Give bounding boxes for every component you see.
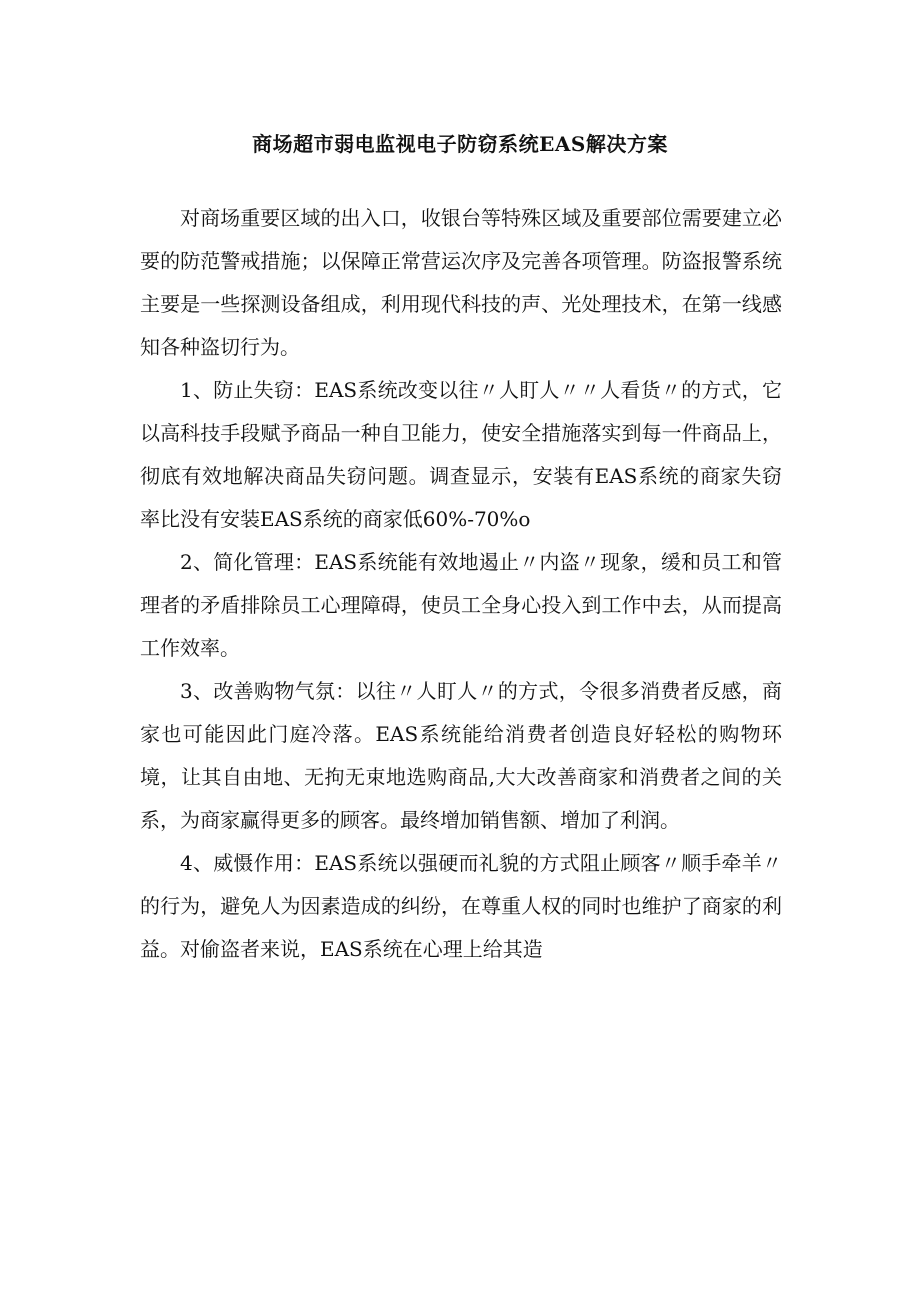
paragraph-prevent-theft: 1、防止失窃：EAS系统改变以往〃人盯人〃〃人看货〃的方式，它以高科技手段赋予商品一种自卫能力，使安全措施落实到每一件商品上，彻底有效地解决商品失窃问题。调查显示，安装有EAS系统的商家失窃率比没有安装EAS系统的商家低60%-70%o <box>140 378 782 531</box>
document-body <box>140 197 782 971</box>
paragraph-intro: 对商场重要区域的出入口，收银台等特殊区域及重要部位需要建立必要的防范警戒措施；以保障正常营运次序及完善各项管理。防盗报警系统主要是一些探测设备组成，利用现代科技的声、光处理技术，在第一线感知各种盗切行为。 <box>140 206 782 359</box>
paragraph-shopping-atmosphere: 3、改善购物气氛：以往〃人盯人〃的方式，令很多消费者反感，商家也可能因此门庭冷落。EAS系统能给消费者创造良好轻松的购物环境，让其自由地、无拘无束地选购商品,大大改善商家和消费者之间的关系，为商家赢得更多的顾客。最终增加销售额、增加了利润。 <box>140 679 782 832</box>
document-title: 商场超市弱电监视电子防窃系统EAS解决方案 <box>252 132 668 156</box>
paragraph-simplify-management: 2、简化管理：EAS系统能有效地遏止〃内盗〃现象，缓和员工和管理者的矛盾排除员工心理障碍，使员工全身心投入到工作中去，从而提高工作效率。 <box>140 550 782 660</box>
paragraph-deterrence: 4、威慑作用：EAS系统以强硬而礼貌的方式阻止顾客〃顺手牵羊〃的行为，避免人为因素造成的纠纷，在尊重人权的同时也维护了商家的利益。对偷盗者来说，EAS系统在心理上给其造 <box>140 851 782 961</box>
